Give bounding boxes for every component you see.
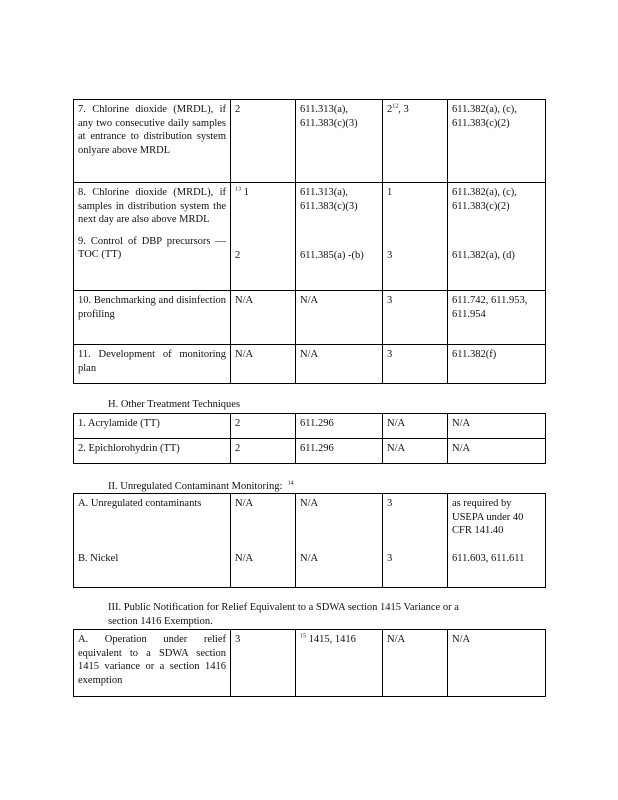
table-section-iii: [73, 629, 546, 697]
section-heading-iii-line2: section 1416 Exemption.: [108, 615, 213, 627]
tier-alt-cell: [383, 494, 448, 588]
regulation-value: 1415, 1416: [308, 634, 356, 645]
table-row: [74, 291, 546, 345]
tier-cell: 3: [231, 630, 296, 697]
notice-value: as required by USEPA under 40 CFR 141.40: [452, 498, 524, 537]
tier-value: 1: [243, 187, 249, 198]
section-heading-ii-text: II. Unregulated Contaminant Monitoring:: [108, 481, 283, 492]
tier-alt-value: 3: [387, 552, 393, 564]
regulation-cell: [296, 630, 383, 697]
regulation-value: N/A: [300, 552, 319, 564]
section-heading-ii: [108, 480, 294, 494]
table-section-ii: [73, 493, 546, 588]
table-row: [74, 183, 546, 291]
section-heading-h: H. Other Treatment Techniques: [108, 399, 241, 410]
table-row: [74, 494, 546, 588]
notice-cell: 611.742, 611.953, 611.954: [448, 291, 546, 345]
footnote-marker: 15: [300, 633, 306, 640]
tier-alt-value: 3: [387, 249, 393, 261]
footnote-marker: 14: [287, 480, 294, 487]
table-section-h: [73, 413, 546, 464]
table-row: [74, 630, 546, 697]
notice-value: 611.603, 611.611: [452, 552, 525, 564]
requirement-item: A. Unregulated contaminants: [78, 498, 202, 509]
tier-alt-cell: N/A: [383, 439, 448, 464]
requirement-cell: 2. Epichlorohydrin (TT): [74, 439, 231, 464]
regulation-cell: N/A: [296, 345, 383, 384]
tier-value: 2: [235, 104, 241, 115]
footnote-marker: 13: [235, 186, 241, 193]
requirement-cell: 10. Benchmarking and disinfection profiling: [74, 291, 231, 345]
table-g-continuation: [73, 99, 546, 384]
notice-cell: [448, 183, 546, 291]
notice-cell: N/A: [448, 439, 546, 464]
notice-cell: 611.382(f): [448, 345, 546, 384]
regulation-cell: [296, 183, 383, 291]
tier-value: N/A: [235, 552, 254, 564]
regulation-cell: 611.296: [296, 439, 383, 464]
tier-cell: N/A: [231, 291, 296, 345]
requirement-cell: 1. Acrylamide (TT): [74, 414, 231, 439]
requirement-cell: A. Operation under relief equivalent to a SDWA section 1415 variance or a section 1416 exemption: [74, 630, 231, 697]
notice-cell: [448, 494, 546, 588]
footnote-marker: 12: [392, 103, 399, 110]
regulation-cell: [296, 494, 383, 588]
tier-cell: N/A: [231, 345, 296, 384]
regulation-cell: 611.313(a), 611.383(c)(3): [296, 100, 383, 183]
table-row: [74, 414, 546, 439]
requirement-cell: [74, 183, 231, 291]
requirement-cell: 11. Development of monitoring plan: [74, 345, 231, 384]
tier-value: 2: [235, 249, 241, 261]
notice-value: 611.382(a), (c), 611.383(c)(2): [452, 187, 517, 212]
requirement-item: B. Nickel: [78, 552, 119, 564]
tier-cell: [231, 494, 296, 588]
requirement-item: 8. Chlorine dioxide (MRDL), if samples in distribution system the next day are also above MRDL: [78, 187, 226, 226]
requirement-cell: 7. Chlorine dioxide (MRDL), if any two consecutive daily samples at entrance to distribution system onlyare above MRDL: [74, 100, 231, 183]
tier-cell: [231, 100, 296, 183]
table-row: [74, 345, 546, 384]
regulation-cell: N/A: [296, 291, 383, 345]
notice-cell: N/A: [448, 414, 546, 439]
tier-alt-cell: [383, 183, 448, 291]
tier-alt-cell: 3: [383, 345, 448, 384]
tier-alt-cell: [383, 100, 448, 183]
table-row: [74, 439, 546, 464]
regulation-value: N/A: [300, 498, 319, 509]
notice-value: 611.382(a), (d): [452, 250, 515, 262]
regulation-value: 611.313(a), 611.383(c)(3): [300, 187, 358, 212]
requirement-cell: [74, 494, 231, 588]
requirement-item: 9. Control of DBP precursors — TOC (TT): [78, 235, 226, 261]
tier-alt-value: 2: [387, 104, 393, 115]
tier-alt-cell: N/A: [383, 630, 448, 697]
tier-cell: [231, 183, 296, 291]
tier-value: N/A: [235, 498, 254, 509]
tier-alt-value: 3: [387, 498, 393, 509]
table-row: [74, 100, 546, 183]
tier-alt-suffix: , 3: [398, 104, 409, 115]
regulation-cell: 611.296: [296, 414, 383, 439]
tier-cell: 2: [231, 414, 296, 439]
notice-cell: N/A: [448, 630, 546, 697]
section-heading-iii-line1: III. Public Notification for Relief Equivalent to a SDWA section 1415 Variance or a: [108, 602, 459, 613]
tier-alt-value: 1: [387, 187, 393, 198]
notice-cell: 611.382(a), (c), 611.383(c)(2): [448, 100, 546, 183]
section-heading-iii: [108, 601, 528, 628]
tier-alt-cell: N/A: [383, 414, 448, 439]
regulation-value: 611.385(a) -(b): [300, 250, 364, 262]
tier-cell: 2: [231, 439, 296, 464]
tier-alt-cell: 3: [383, 291, 448, 345]
